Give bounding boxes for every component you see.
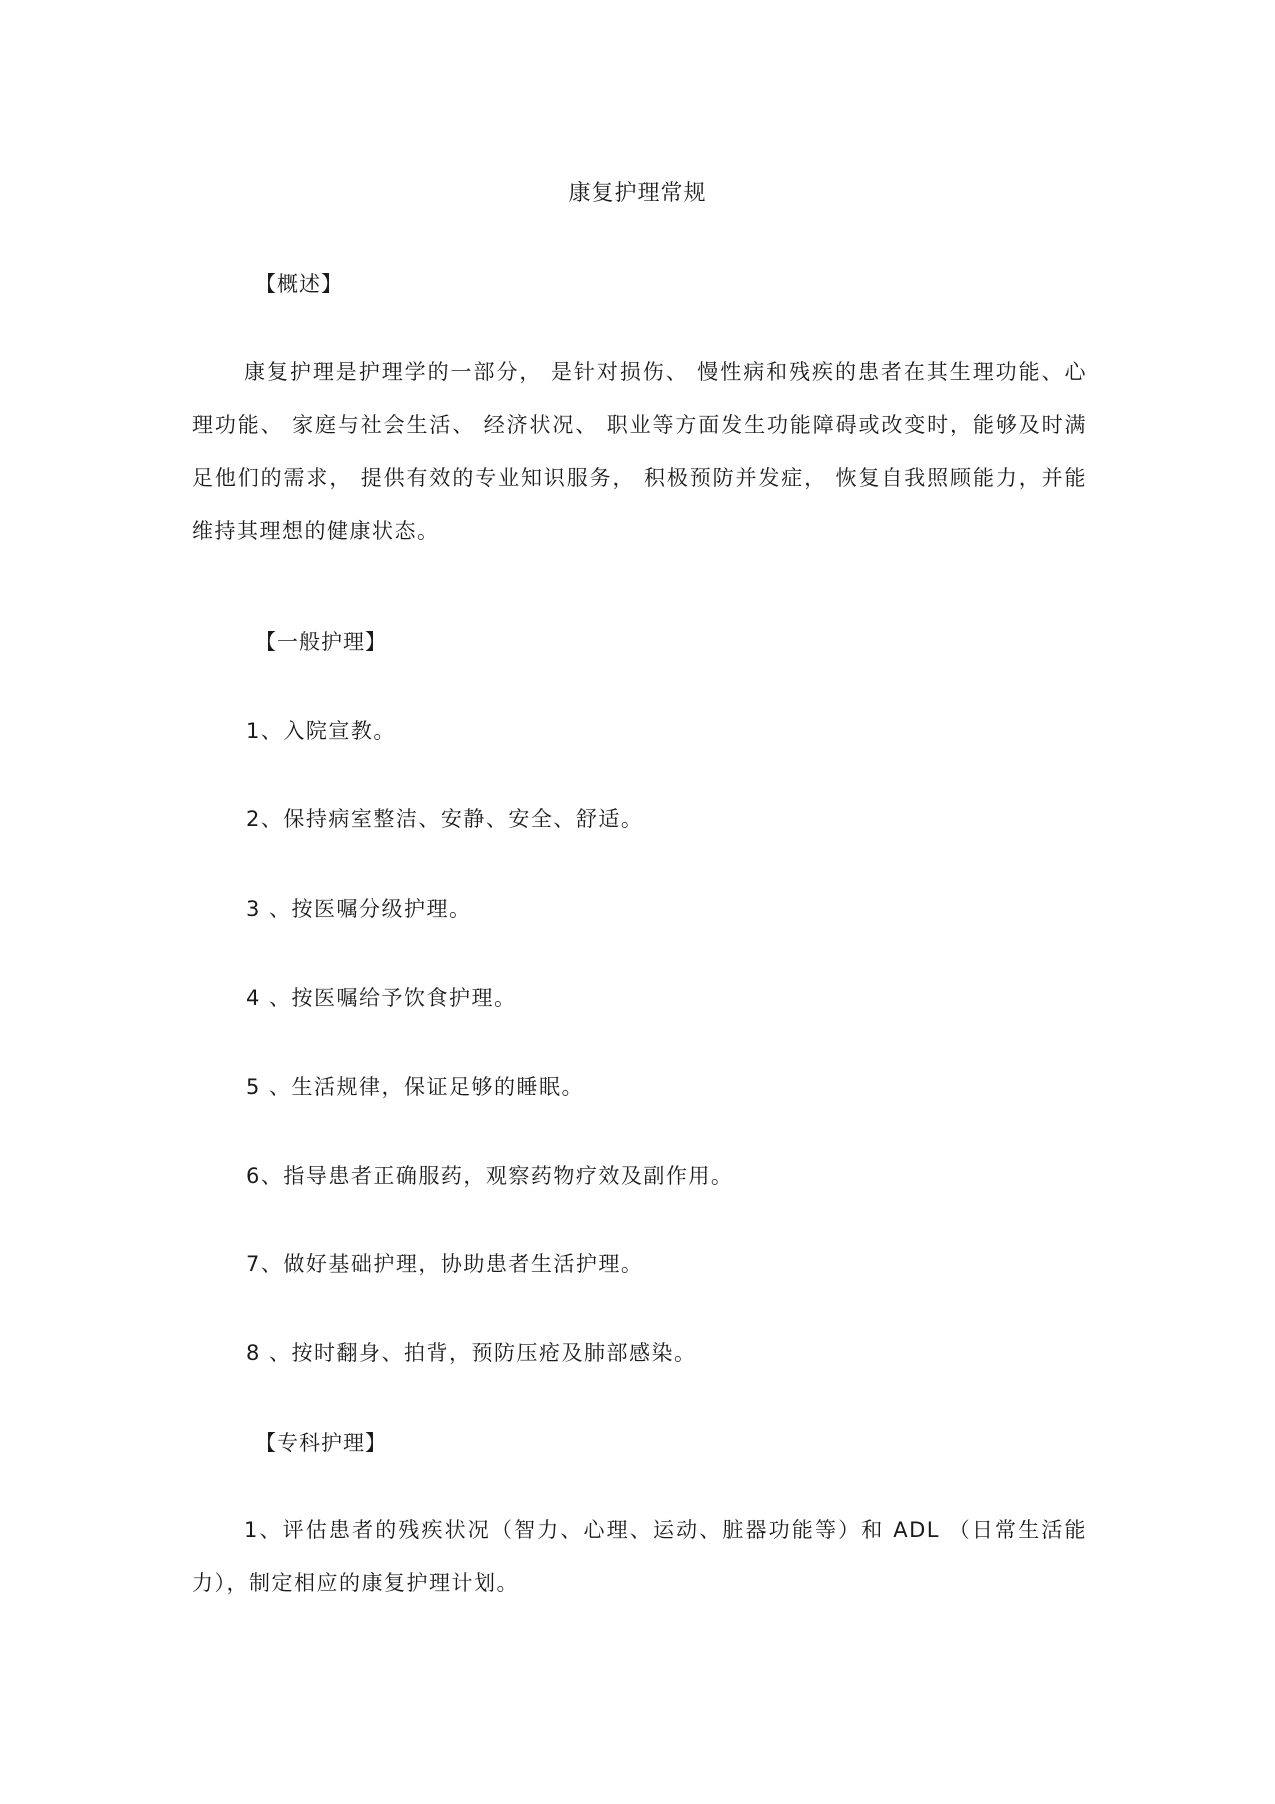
section-heading-specialty-nursing: 【专科护理】 [255,1431,387,1455]
general-nursing-item: 6、指导患者正确服药，观察药物疗效及副作用。 [246,1164,734,1188]
general-nursing-item: 8 、按时翻身、拍背，预防压疮及肺部感染。 [246,1341,697,1365]
general-nursing-item: 3 、按医嘱分级护理。 [246,897,472,921]
general-nursing-item: 7、做好基础护理，协助患者生活护理。 [246,1252,644,1276]
section-heading-overview: 【概述】 [255,272,343,296]
specialty-nursing-paragraph: 1、评估患者的残疾状况（智力、心理、运动、脏器功能等）和 ADL （日常生活能力），制定相应的康复护理计划。 [192,1518,1087,1595]
section-heading-general-nursing: 【一般护理】 [255,630,387,654]
overview-paragraph: 康复护理是护理学的一部分， 是针对损伤、 慢性病和残疾的患者在其生理功能、心理功能、 家庭与社会生活、 经济状况、 职业等方面发生功能障碍或改变时，能够及时满足他们的需求， 提供有效的专业知识服务， 积极预防并发症， 恢复自我照顾能力，并能维持其理想的健康状态。 [192,360,1087,543]
general-nursing-item: 4 、按医嘱给予饮食护理。 [246,986,517,1010]
general-nursing-item: 2、保持病室整洁、安静、安全、舒适。 [246,807,644,831]
general-nursing-item: 5 、生活规律，保证足够的睡眠。 [246,1075,585,1099]
general-nursing-item: 1、入院宣教。 [246,719,396,743]
document-title: 康复护理常规 [568,181,707,206]
